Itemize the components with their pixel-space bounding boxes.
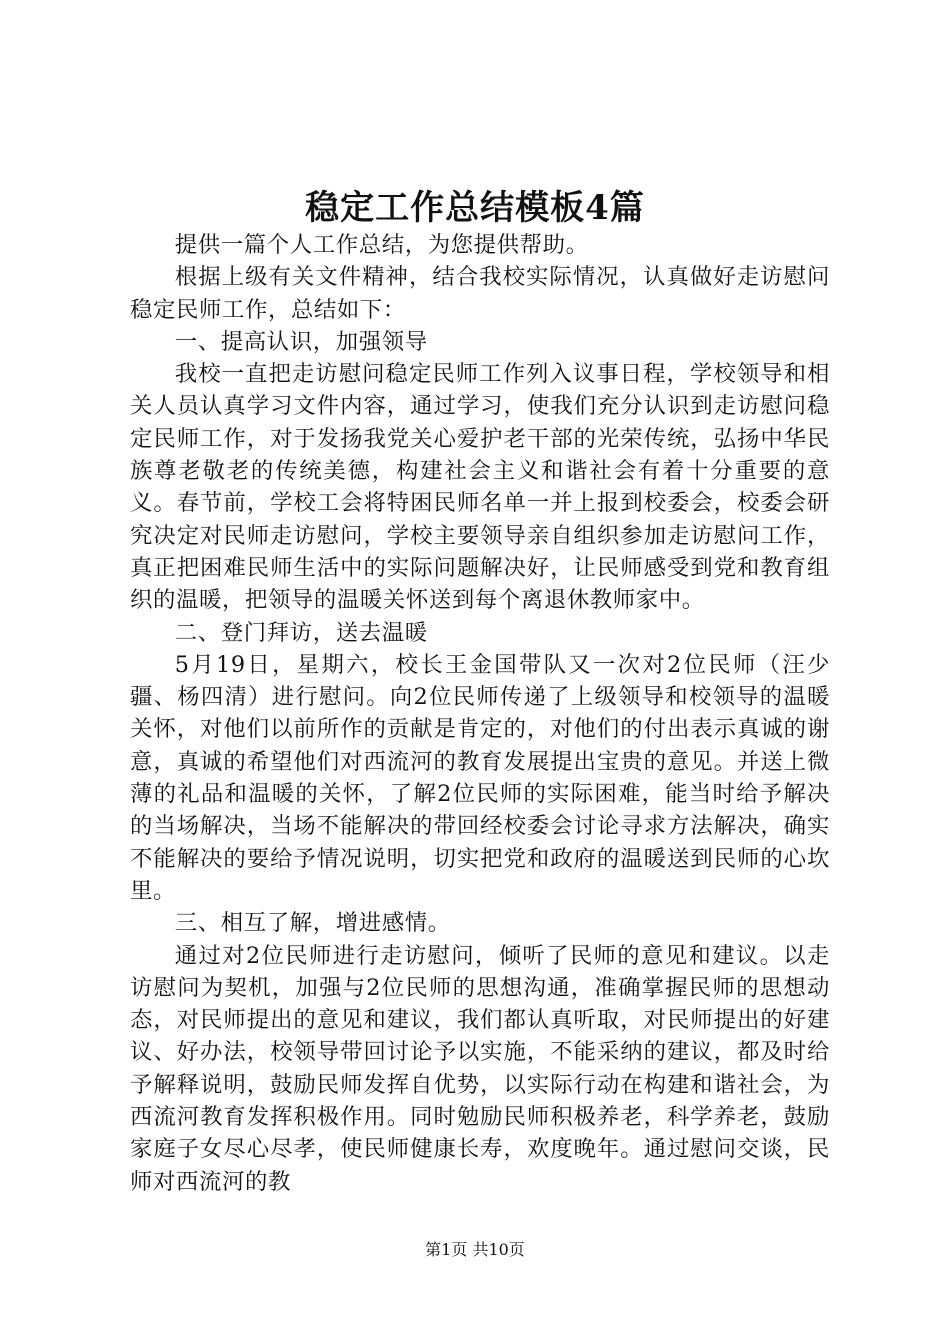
paragraph-section-1: 我校一直把走访慰问稳定民师工作列入议事日程，学校领导和相关人员认真学习文件内容，通过学习，使我们充分认识到走访慰问稳定民师工作，对于发扬我党关心爱护老干部的光荣传统，弘扬中华民族尊老敬老的传统美德，构建社会主义和谐社会有着十分重要的意义。春节前，学校工会将特困民师名单一并上报到校委会，校委会研究决定对民师走访慰问，学校主要领导亲自组织参加走访慰问工作，真正把困难民师生活中的实际问题解决好，让民师感受到党和教育组织的温暖，把领导的温暖关怀送到每个离退休教师家中。 [130, 361, 830, 614]
paragraph-section-2: 5月19日，星期六，校长王金国带队又一次对2位民师（汪少疆、杨四清）进行慰问。向2位民师传递了上级领导和校领导的温暖关怀，对他们以前所作的贡献是肯定的，对他们的付出表示真诚的谢意，真诚的希望他们对西流河的教育发展提出宝贵的意见。并送上微薄的礼品和温暖的关怀，了解2位民师的实际困难，能当时给予解决的当场解决，当场不能解决的带回经校委会讨论寻求方法解决，确实不能解决的要给予情况说明，切实把党和政府的温暖送到民师的心坎里。 [130, 651, 830, 904]
page-footer: 第1页 共10页 [425, 1240, 525, 1259]
document-title: 稳定工作总结模板4篇 [305, 188, 645, 228]
paragraph-intro: 提供一篇个人工作总结，为您提供帮助。 [174, 232, 589, 258]
section-heading-3: 三、相互了解，增进感情。 [174, 910, 451, 937]
section-heading-1: 一、提高认识，加强领导 [174, 328, 428, 355]
document-body [130, 229, 830, 1198]
paragraph-summary-lead: 根据上级有关文件精神，结合我校实际情况，认真做好走访慰问稳定民师工作，总结如下： [130, 264, 830, 323]
paragraph-section-3: 通过对2位民师进行走访慰问，倾听了民师的意见和建议。以走访慰问为契机，加强与2位民师的思想沟通，准确掌握民师的思想动态，对民师提出的意见和建议，我们都认真听取，对民师提出的好建议、好办法，校领导带回讨论予以实施，不能采纳的建议，都及时给予解释说明，鼓励民师发挥自优势，以实际行动在构建和谐社会，为西流河教育发挥积极作用。同时勉励民师积极养老，科学养老，鼓励家庭子女尽心尽孝，使民师健康长寿，欢度晚年。通过慰问交谈，民师对西流河的教 [130, 942, 830, 1195]
section-heading-2: 二、登门拜访，送去温暖 [174, 619, 428, 646]
